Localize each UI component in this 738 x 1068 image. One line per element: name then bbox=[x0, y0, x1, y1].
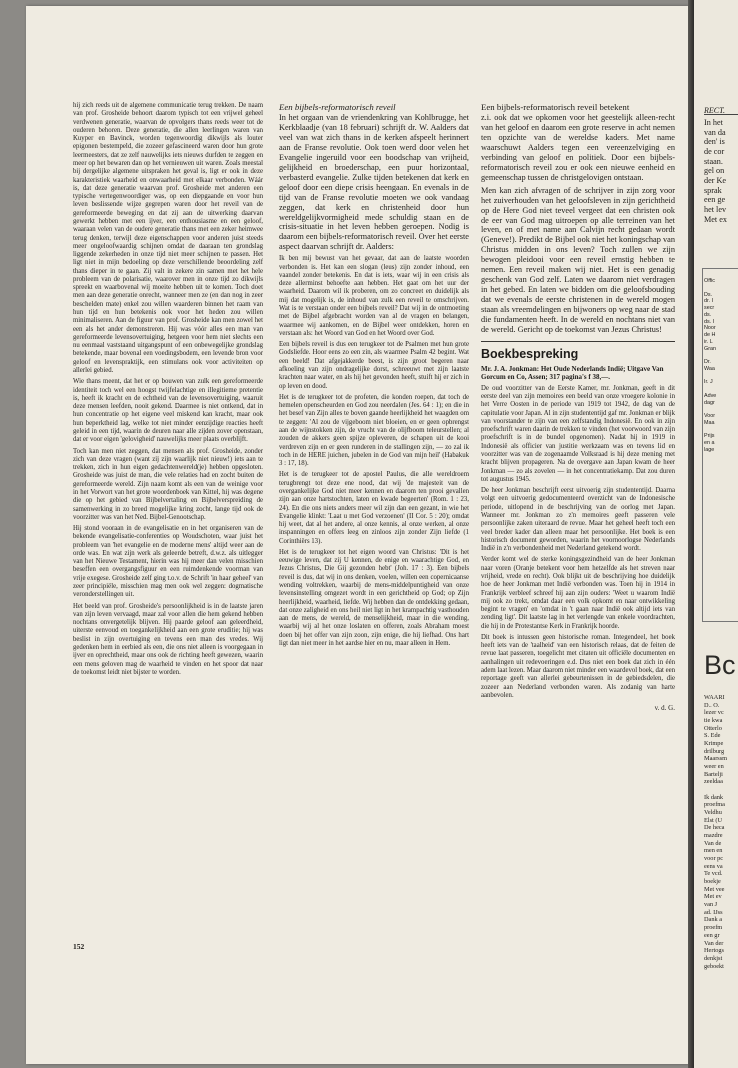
review-heading: Mr. J. A. Jonkman: Het Oude Nederlands Indië; Uitgave Van Gorcum en Co, Assen; 317 pagina's f 38,—. bbox=[481, 364, 664, 382]
next-page-line bbox=[704, 373, 738, 380]
next-page-line: mazdre bbox=[704, 832, 723, 840]
next-page-rule bbox=[704, 114, 738, 115]
next-page-line: boekje bbox=[704, 878, 721, 886]
next-page-line: Prijs bbox=[704, 433, 715, 440]
next-page-line: Van der bbox=[704, 939, 724, 947]
next-page-line: Elst (U bbox=[704, 816, 723, 824]
next-page-line: zeeldaa bbox=[704, 778, 723, 786]
next-page-line: eens va bbox=[704, 862, 723, 870]
next-page-line: Maarssm bbox=[704, 755, 728, 763]
quoted-passage bbox=[279, 255, 469, 648]
next-page-line: Bartelji bbox=[704, 770, 723, 778]
next-page-line: Gran bbox=[704, 345, 716, 352]
next-page-line: de cor bbox=[704, 147, 725, 157]
next-page-line bbox=[704, 786, 738, 794]
next-page-line: en a bbox=[704, 440, 715, 446]
next-page-line bbox=[704, 352, 738, 359]
left-paragraph: Toch kan men niet zeggen, dat mensen als prof. Grosheide, zonder zich van deze vragen (want zij zijn waarlijk niet nieuw!) iets aan te trekken, zich in hun eigen gedachtenwereld(je) hebben opgesloten. Grosheide was juist de man, die vele relaties had en zocht buiten de gereformeerde wereld. Zijn naam komt als een van de weinige voor in het Vorwort van het grote woordenboek van Kittel, hij was degene die op het gebied van Bijbelvertaling en Bijbelverspreiding de samenwerking in zo breed mogelijke kring zocht, lange tijd ook de voorzitter was van het Ned. Bijbel-Genootschap. bbox=[73, 447, 263, 521]
next-page-line: Offic bbox=[704, 278, 715, 284]
next-page-line bbox=[704, 427, 738, 434]
next-page-line: Veldhu bbox=[704, 809, 722, 817]
continued-heading: Een bijbels-reformatorisch reveil betekent bbox=[481, 102, 630, 112]
magazine-page bbox=[26, 6, 688, 1064]
next-page-line: In het bbox=[704, 118, 723, 127]
next-page-line: Met vee bbox=[704, 885, 725, 893]
next-page-line: Voor bbox=[704, 413, 716, 419]
next-page-line bbox=[704, 285, 738, 292]
next-page-line: WAARI bbox=[704, 694, 725, 701]
next-page-line: Met ex bbox=[704, 214, 727, 224]
left-paragraph: hij zich reeds uit de algemene communicatie terug trekken. De naam van prof. Grosheide behoort daarom typisch tot een vrijwel geheel verdwenen generatie, waarvan de opvolgers thans reeds weer tot de ouderen behoren. Deze generatie, die allen leerlingen waren van Kuyper en Bavinck, worden tegenwoordig dikwijls als louter epigonen bestempeld, die zozeer gefascineerd waren door hun grote leermeesters, dat ze zelf nauwelijks iets nieuws durfden te zeggen en meer op het bewaren dan op het vernieuwen uit waren. Zoals meestal bij dergelijke algemene uitspraken het geval is, ligt er ook in deze karakteristiek waarheid en onwaarheid met elkaar verbonden. Wáár is, dat deze generatie waarvan prof. Grosheide met anderen een typische vertegenwoordiger was, op een diepgaande en voor hun leven beslissende wijze gegrepen waren door het reveil van de gereformeerde beweging en dat zij aan de uitwerking daarvan gewerkt hebben met een ijver, een enthousiasme en een geloof, waaraan velen van de oudere generatie thans met een zeker heimwee terug denken, terwijl deze eigenschappen voor anderen juist steeds meer ongeloofwaardig schijnen omdat de daaraan ten grondslag liggende zekerheden in onze tijd niet meer schijnen te passen. Het ligt niet in mijn bedoeling op deze verschillende beoordeling zelf thans dieper in te gaan. Zij valt in zekere zin samen met het hele probleem van de polarisatie, waarover men in onze tijd zo dikwijls spreekt en waarbovenal wij moeite hebben uit te komen. Toch doet men aan deze generatie onrecht, wanneer men ze (en dan nog in zeer beschelden mate) enkel zou willen waarderen binnen het raam van hun tijd en hun betekenis ook voor het heden zou willen minimaliseren. Aan de figuur van prof. Grosheide kan men zowel het een als het ander demonstreren. Hij was vóór alles een man van gereformeerde levensovertuiging, hetgeen voor hem niet slechts een nu eenmaal vaststaand uitgangspunt of een onbewegelijke grondslag betekende, maar bovenal een voedingsbodem, een levende bron voor geloof en levenspraktijk, een stimulans ook voor activiteiten op allerlei gebied. bbox=[73, 102, 263, 374]
next-page-line: D.. O. bbox=[704, 701, 720, 709]
next-page-line: van J bbox=[704, 901, 718, 909]
right-paragraph: z.i. ook dat we opkomen voor het geestelijk alleen-recht van het geloof en daarom een grote reserve in acht nemen ten opzichte van de wereldse kaders. Met name waarschuwt Aalders tegen een vereenzelviging en verbinding van geloof en politiek. Door een bijbels-reformatorisch reveil zou er ook een nieuwe eenheid en gemeenschap tussen de christgelovigen ontstaan. bbox=[481, 113, 675, 182]
next-page-big-heading: Bc bbox=[704, 650, 736, 680]
next-page-line: men en bbox=[704, 847, 723, 855]
next-page-line: weer en bbox=[704, 763, 724, 771]
next-page-line bbox=[704, 386, 738, 393]
page-number: 152 bbox=[73, 942, 85, 951]
next-page-line: Ir. J bbox=[704, 379, 713, 386]
next-page-line: geboekt bbox=[704, 962, 724, 970]
next-page-line: gel on bbox=[704, 166, 725, 176]
next-page-line: Te vcd. bbox=[704, 870, 723, 878]
next-page-line: dr. I bbox=[704, 298, 713, 305]
next-page-line: voor pc bbox=[704, 855, 724, 863]
next-page-line: proefm bbox=[704, 924, 723, 932]
next-page-line: Waa bbox=[704, 365, 715, 372]
next-page-edge bbox=[694, 0, 738, 1068]
next-page-line: Met ev bbox=[704, 893, 722, 901]
next-page-line: ds. I bbox=[704, 318, 715, 325]
next-page-line: proefma bbox=[704, 801, 725, 809]
left-paragraph: Wie thans meent, dat het er op bouwen van zulk een gereformeerde identiteit toch wel een hoogst twijfelachtige en illegitieme pretentie is, heeft ik kracht en de echtheid van de levensovertuiging, waaruit deze mensen leefden, nooit gekend. Daarmee is niet ontkend, dat in hun concentratie op het eigene veel miskend kan kracht, maar ook hun beperktheid lag, welke tot niet minder eenzijdige reacties heeft geleid in een tijd, waarin de deuren naar alle zijden zover openstaan, dat er voor eigen 'gelovigheid' nauwelijks meer plaats overblijft. bbox=[73, 378, 263, 444]
next-page-line: dagr bbox=[704, 399, 715, 406]
next-page-line: het lev bbox=[704, 205, 727, 215]
next-page-line: ds. bbox=[704, 311, 712, 318]
right-paragraph: Men kan zich afvragen of de schrijver in zijn zorg voor het zuiverhouden van het geloofsleven in zijn gerichtheid op de Here God niet teveel vergeet dat een christen ook de eer van God mag uitroepen op alle terreinen van het leven, en of met name aan Calvijn recht gedaan wordt (Geneve!). Predikt de Bijbel ook niet het koningschap van Christus midden in ons leven? Toch zullen we zijn bewogen pleidooi voor een reveil ernstig hebben te nemen. Een reveil maken wij niet. Het is een genadig geschenk van God zelf. Laten we daarom niet verdragen in het gebed. En laten we bidden om die geloofsbouding dat we evenals de eerste christenen in de wereld mogen staan als vreemdelingen en bijwoners op weg naar de stad die fundamenten heeft. In de wereld en nochtans niet van de wereld. Gericht op de toekomst van Jezus Christus! bbox=[481, 185, 675, 335]
next-page-line: Noor bbox=[704, 325, 716, 332]
quote-paragraph: Het is de terugkeer tot de profeten, die konden roepen, dat toch de hemelen openscheurden en God zou neerdalen (Jes. 64 : 1); en die in het besef van Zijn alles te boven gaande heerlijkheid het waagden om te zeggen: 'Al zou de vijgeboom niet bloeien, en er geen opbrengst aan de wijnstokken zijn, de vrucht van de olijfboom teleurstellen; al zouden de akkers geen spijze opleveren, de schapen uit de kooi verdreven zijn en er geen runderen in de stallingen zijn, — zo zal ik toch in de HERE juichen, jubelen in de God van mijn heil' (Habakuk 3 : 17, 18). bbox=[279, 393, 469, 468]
quote-paragraph: Ik ben mij bewust van het gevaar, dat aan de laatste woorden verbonden is. Het kan een slogan (leus) zijn zonder inhoud, een vaandel zonder betekenis. En dat is iets, waar wij in een crisis als deze allerminst behoefte aan hebben. Het gaat om het uur der waarheid. Daarom wil ik proberen, om zo concreet en duidelijk als mij dat mogelijk is, de inhoud van zulk een reveil te omschrijven. Wat is te verstaan onder een bijbels reveil? Dat wij in de ontmoeting met de Bijbel afgebracht worden van al de vragen en belangen, waarmee wij aankomen, en de Bijbel weer ontdekken, horen en verstaan als: het Woord van God en het Woord over God. bbox=[279, 255, 469, 337]
next-page-line: Dr. bbox=[704, 359, 711, 365]
next-page-line: van da bbox=[704, 127, 726, 137]
section-divider bbox=[481, 341, 675, 342]
article-heading: Een bijbels-reformatorisch reveil bbox=[279, 102, 396, 112]
column-right bbox=[481, 102, 675, 982]
quote-paragraph: Een bijbels reveil is dus een terugkeer tot de Psalmen met hun grote Godsliefde. Hoor eens zo een zin, als waarmee Psalm 42 begint. Wat een beeld! Dat afgejakkerde beest, is zijn groot begeren naar afkoeling van zijn ondragelijke dorst, schreeuwt met zijn laatste krachten naar water, en als hij het gevonden heeft, stuift hij er zich in op leven en dood. bbox=[279, 341, 469, 390]
next-page-line: ad. IJss bbox=[704, 908, 723, 916]
next-page-line: ir. L bbox=[704, 338, 713, 345]
next-page-line: een gr bbox=[704, 931, 720, 939]
quote-paragraph: Het is de terugkeer tot het eigen woord van Christus: 'Dit is het eeuwige leven, dat zij U kennen, de enige en waarachtige God, en Jezus Christus, Die Gij gezonden hebt' (Joh. 17 : 3). Een bijbels reveil is dus, dat wij in ons denken, voelen, willen een copernicaanse wending voltrekken, waarbij de mens-middelpuntigheid van onze levensinstelling omgezet wordt in een gerichtheid op God; op Zijn heerlijkheid, waarheid, liefde. Wij hebben dan de ontdekking gedaan, dat onze zaligheid en ons heil niet ligt in het krampachtig vasthouden aan de mens, de wereld, de menselijkheid, maar in die wending, waarbij wij al het onze loslaten en offeren, zoals Abraham moest doen bij het offer van zijn zoon, zijn enige, die hij liefhad. Ons hart ligt dan niet meer in het aardse hier en nu, maar alleen in Hem. bbox=[279, 548, 469, 647]
next-page-line: lezer vc bbox=[704, 709, 724, 717]
next-page-form-text bbox=[704, 278, 738, 454]
next-page-line: een ge bbox=[704, 195, 726, 205]
next-page-line: staan. bbox=[704, 156, 723, 166]
column-middle bbox=[279, 102, 469, 982]
review-paragraph: Verder komt wel de sterke koningsgezindheid van de heer Jonkman naar voren (Oranje betekent voor hem hetzelfde als het streven naar vrijheid, vrede en recht). Ook blijkt uit de beschrijving hoe duidelijk hoe de heer Jonkman met Indië verbonden was. Toen hij in 1914 in Frankrijk verbleef schreef hij aan zijn ouders: 'Weet u waarom Indië mij ook zo trekt, omdat daar een volk opkomt en naar ontwikkeling begint te vragen' en 'omdat in 't gaan naar Indië ook altijd iets van zending ligt'. Dit laatste lag in het verlengde van enkele voordrachten, die hij in de Protestantse Kerk in Frankrijk hoorde. bbox=[481, 556, 675, 630]
next-page-line bbox=[704, 406, 738, 413]
next-page-line: drilburg bbox=[704, 747, 725, 755]
next-page-line: der Ke bbox=[704, 176, 727, 186]
next-page-line: Van de bbox=[704, 839, 722, 847]
next-page-line: Adve bbox=[704, 392, 717, 399]
next-page-line: denkjst bbox=[704, 954, 723, 962]
review-signature: v. d. G. bbox=[654, 704, 675, 713]
next-page-text-top bbox=[704, 118, 738, 224]
next-page-line: de H bbox=[704, 332, 716, 338]
next-page-line: Maa bbox=[704, 419, 715, 426]
next-page-text-bottom bbox=[704, 694, 738, 970]
review-paragraph: Dit boek is intussen geen historische roman. Integendeel, het boek heeft iets van de 'taalheid' van een historisch relaas, dat de feiten de revue laat passeren, toegelicht met citaten uit officiële documenten en aanhalingen uit redevoeringen e.d. Dus niet een boek dat zich in één adem laat lezen. Maar daarom niet minder een waardevol boek, dat een reportage geeft van allerlei gebeurtenissen in de gebiedsdelen, die zozeer aan Nederland verbonden waren. Als zodanig van harte aanbevolen. bbox=[481, 633, 675, 699]
section-title: Boekbespreking bbox=[481, 346, 579, 361]
next-page-line: S. Ede bbox=[704, 732, 721, 740]
next-page-line: Krimpe bbox=[704, 740, 724, 748]
next-page-line: Otterlo bbox=[704, 724, 722, 732]
review-paragraph: De heer Jonkman beschrijft eerst uitvoerig zijn studententijd. Daarna volgt een uitvoerig gedocumenteerd overzicht van de Indonesische periode, uitlopend in de beschrijving van de oorlog met Japan. Wanneer mr. Jonkman zo z'n memoires geeft passeren vele persoonlijke zaken uiteraard de revue. Maar het geheel heeft toch een veel breder kader dan alleen maar het persoonlijke. Het boek is een historisch document geworden, waarin het voornoorlogse Nederlands Indië in z'n verbondenheid met Nederland getekend wordt. bbox=[481, 487, 675, 553]
next-page-line: lage bbox=[704, 446, 715, 453]
article-intro: In het orgaan van de vriendenkring van Kohlbrugge, het Kerkblaadje (van 18 februari) schrijft dr. W. Aalders dat veel van wat zich thans in de kerken afspeelt herinnert aan de Franse revolutie. Ook toen werd door velen het Evangelie ingeruild voor een boodschap van vrijheid, gelijkheid en broederschap, een puur horizontaal, verbasterd evangelie. Zulke tijden betekenen dat kerk en geloof door een diepe crisis heengaan. En evenals in de tijd van de Franse revolutie moeten we ook vandaag zeggen, dat kerk en christenheid door hun wereldgelijkvormigheid mede schuldig staan en de crisis-situatie in het leven hebben geroepen. Nodig is daarom een bijbels-reformatorisch reveil. Over het eerste aspect daarvan schrijft dr. Aalders: bbox=[279, 113, 469, 252]
next-page-line: secr bbox=[704, 305, 715, 311]
next-page-line: tie kwa bbox=[704, 717, 723, 725]
next-page-line: Ik dank bbox=[704, 793, 724, 801]
next-page-line: De heca bbox=[704, 824, 725, 832]
left-paragraph: Het beeld van prof. Grosheide's persoonlijkheid is in de laatste jaren van zijn leven vervaagd, maar zal voor allen die hem gekend hebben nochtans onvergetelijk blijven. Hij paarde geloof aan geleerdheid, uiterste eenvoud en toegankelijkheid aan een grote eruditie; hij was beslist in zijn overtuiging en tevens een man des vredes. Wij gedenken hem in eerbied als een, die ons niet alleen is voorgegaan in ijver en oprechtheid, maar ons ook de richting heeft gewezen, waarin een mens geloven mag de waarheid te vinden en het spoor dat naar de toekomst leidt niet bijster te worden. bbox=[73, 602, 263, 676]
next-page-line: Hertogs bbox=[704, 947, 724, 955]
review-paragraph: De oud voorzitter van de Eerste Kamer, mr. Jonkman, geeft in dit eerste deel van zijn memoires een beeld van onze vroegere kolonie in het Verre Oosten in de periode van 1919 tot 1942, de dag van de capitulatie voor Japan. Al in zijn studententijd gaf mr. Jonkman er blijk van voorstander te zijn van een zelfstandig Indonesië. En ook in zijn proefschrift waren daarin de trekken te vinden (het voorwoord van zijn proefschrift is in de bundel opgenomen). Nadat hij in 1919 in Indonesië als officier van justitie werkzaam was en tevens lid en voorzitter was van de zogenaamde Volksraad is hij deze mening met kracht blijven propageren. Na de overgave aan Japan kwam de heer Jonkman — zo als zovelen — in het concentratiekamp. Dat zou duren tot augustus 1945. bbox=[481, 384, 675, 483]
next-page-line: Dank a bbox=[704, 916, 723, 924]
next-page-heading: RECT. bbox=[704, 106, 725, 115]
quote-paragraph: Het is de terugkeer tot de apostel Paulus, die alle wereldroem terugbrengt tot deze ene nood, dat wij 'de majesteit van de overgankelijke God niet meer kennen en daarom ten prooi gevallen zijn aan onze hartstochten, laten en kwade begeerten' (Rom. 1 : 23, 24). En die ons niets anders meer wil zijn dan een gezant, in wie het Evangelie klinkt: 'Laat u met God verzoenen' (II Cor. 5 : 20); omdat hij weet, dat al het andere, al onze kennis, al onze werken, al onze inspanningen en offers leeg en zinloos zijn zonder Zijn liefde (1 Corinthiërs 13). bbox=[279, 471, 469, 545]
next-page-line: Ds. bbox=[704, 291, 713, 298]
next-page-line: den' is bbox=[704, 137, 725, 147]
column-left bbox=[73, 102, 263, 934]
left-paragraph: Hij stond vooraan in de evangelisatie en in het organiseren van de bekende evangelisatie-conferenties op Woudschoten, waar juist het probleem van 'het evangelie en de moderne mens' altijd weer aan de orde was. En wat zijn werk als geleerde betreft, d.w.z. als uitlegger van het Nieuwe Testament, hierin was hij meer dan velen misschien beseffen een overgangsfiguur en een ruimdenkende voorman van vrije exegese. Grosheide zelf ging t.o.v. de Schrift 'in haar geheel' van zeer principiële, misschien mag men ook wel zeggen: dogmatische veronderstellingen uit. bbox=[73, 525, 263, 599]
next-page-line: sprak bbox=[704, 185, 722, 195]
